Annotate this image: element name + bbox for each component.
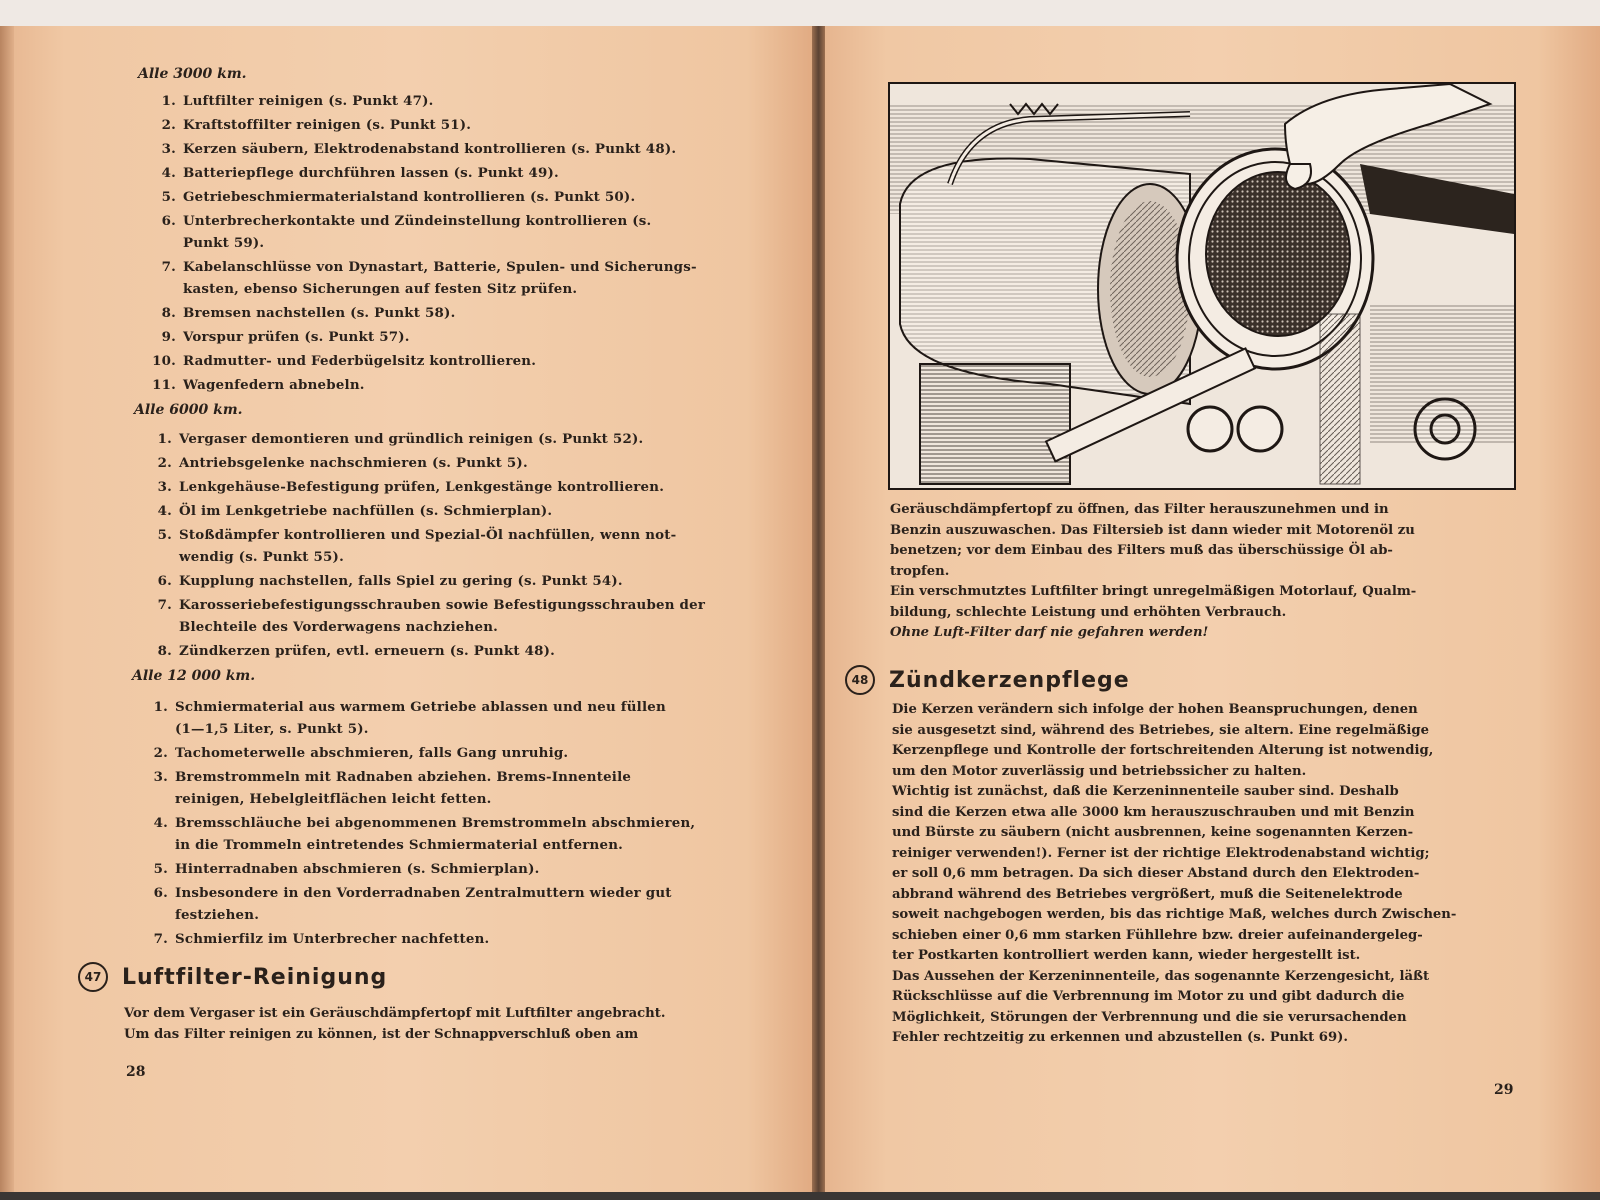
text-line: Antriebsgelenke nachschmieren (s. Punkt 5). [179,455,528,471]
point-47-text [124,1004,744,1045]
text-line: Die Kerzen verändern sich infolge der hohen Beanspruchungen, denen [892,702,1418,717]
list-item [146,452,756,474]
page-number-left: 28 [126,1064,146,1080]
list-item [142,882,752,926]
text-line: Karosseriebefestigungsschrauben sowie Befestigungsschrauben der [179,597,706,613]
heading-6000: Alle 6000 km. [134,402,243,418]
list-item-number: 2. [157,455,172,471]
list-item [150,374,760,396]
text-line: und Bürste zu säubern (nicht ausbrennen, keine sogenannten Kerzen- [892,825,1414,840]
point-47-badge: 47 [78,962,108,992]
text-line: sie ausgesetzt sind, während des Betriebes, sie altern. Eine regelmäßige [892,722,1430,738]
text-line: bildung, schlechte Leistung und erhöhten Verbrauch. [890,604,1287,620]
list-item-number: 7. [153,931,168,947]
list-item [142,742,752,764]
list-item-text [179,500,552,522]
text-line: (1—1,5 Liter, s. Punkt 5). [175,721,369,737]
text-line: schieben einer 0,6 mm starken Fühllehre bzw. dreier aufeinandergeleg- [892,927,1423,943]
text-line: Bremsschläuche bei abgenommenen Bremstrommeln abschmieren, [175,815,696,831]
list-item-text [175,696,666,740]
list-item [150,210,760,254]
list-item-number: 2. [153,745,168,761]
text-line: Vergaser demontieren und gründlich reinigen (s. Punkt 52). [179,431,644,447]
list-item-number: 9. [161,329,176,345]
list-item [146,500,756,522]
text-line: benetzen; vor dem Einbau des Filters muß das überschüssige Öl ab- [890,543,1393,558]
list-item-number: 6. [157,573,172,589]
text-line: Hinterradnaben abschmieren (s. Schmierplan). [175,861,540,877]
list-item-text [183,138,676,160]
list-item-number: 3. [157,479,172,495]
text-line: Um das Filter reinigen zu können, ist der Schnappverschluß oben am [124,1026,639,1042]
list-item-number: 4. [153,815,168,831]
text-line: Bremstrommeln mit Radnaben abziehen. Brems-Innenteile [175,769,632,785]
illustration-drawing [890,84,1514,488]
text-line: wendig (s. Punkt 55). [179,549,344,565]
list-item-number: 7. [157,597,172,613]
list-item-number: 6. [161,213,176,229]
section-48-title [845,665,1130,695]
list-item [142,928,752,950]
text-line: festziehen. [175,907,260,923]
text-line: Lenkgehäuse-Befestigung prüfen, Lenkgestänge kontrollieren. [179,479,665,495]
list-item-text [179,524,676,568]
list-item [146,476,756,498]
list-item-number: 1. [157,431,172,447]
list-item [150,350,760,372]
text-line: um den Motor zuverlässig und betriebssicher zu halten. [892,763,1307,779]
list-item [146,428,756,450]
text-line: ter Postkarten kontrolliert werden kann, wieder hergestellt ist. [892,948,1361,963]
list-item-text [183,256,697,300]
list-item [150,256,760,300]
text-line: Möglichkeit, Störungen der Verbrennung und die sie verursachenden [892,1009,1407,1025]
list-item [146,640,756,662]
text-line: Kerzen säubern, Elektrodenabstand kontrollieren (s. Punkt 48). [183,141,677,157]
text-line: Getriebeschmiermaterialstand kontrollieren (s. Punkt 50). [183,189,636,205]
page-number-right: 29 [1494,1082,1514,1098]
list-item [150,326,760,348]
list-item-number: 6. [153,885,168,901]
list-item [146,524,756,568]
text-line: Das Aussehen der Kerzeninnenteile, das sogenannte Kerzengesicht, läßt [892,968,1430,984]
section-47-heading: Luftfilter-Reinigung [122,964,388,990]
list-item-text [175,858,539,880]
section-47-title [78,962,387,992]
heading-3000: Alle 3000 km. [138,66,247,82]
list-item-text [183,210,651,254]
list-item-text [179,640,555,662]
text-line: Batteriepflege durchführen lassen (s. Punkt 49). [183,165,559,181]
list-item-text [175,742,568,764]
text-line: Wichtig ist zunächst, daß die Kerzeninnenteile sauber sind. Deshalb [892,784,1399,799]
text-line: Kraftstoffilter reinigen (s. Punkt 51). [183,117,472,133]
list-item-text [179,594,705,638]
text-line: er soll 0,6 mm betragen. Da sich dieser Abstand durch den Elektroden- [892,866,1420,881]
list-item-text [183,326,410,348]
text-line: reiniger verwenden!). Ferner ist der richtige Elektrodenabstand wichtig; [892,845,1430,861]
list-item-text [183,90,434,112]
list-item-text [183,374,365,396]
list-item-text [175,882,672,926]
list-item-number: 4. [161,165,176,181]
air-filter-engine-illustration [888,82,1516,490]
text-line: Vorspur prüfen (s. Punkt 57). [183,329,410,345]
text-line: reinigen, Hebelgleitflächen leicht fetten. [175,791,492,807]
list-item-text [179,476,664,498]
text-line: Stoßdämpfer kontrollieren und Spezial-Öl nachfüllen, wenn not- [179,527,677,543]
list-item-number: 5. [157,527,172,543]
list-item [150,186,760,208]
left-page-edge [0,26,14,1192]
text-line: in die Trommeln eintretendes Schmiermaterial entfernen. [175,837,623,853]
warning-text: Ohne Luft-Filter darf nie gefahren werden! [890,625,1209,640]
list-item [150,90,760,112]
text-line: Geräuschdämpfertopf zu öffnen, das Filter herauszunehmen und in [890,502,1389,517]
text-line: Radmutter- und Federbügelsitz kontrollieren. [183,353,537,369]
list-item [146,594,756,638]
text-line: sind die Kerzen etwa alle 3000 km herauszuschrauben und mit Benzin [892,804,1415,820]
list-item-text [175,766,631,810]
list-item-text [183,162,559,184]
text-line: Blechteile des Vorderwagens nachziehen. [179,619,499,635]
text-line: Ein verschmutztes Luftfilter bringt unregelmäßigen Motorlauf, Qualm- [890,584,1417,599]
text-line: Tachometerwelle abschmieren, falls Gang unruhig. [175,745,569,761]
top-background-strip [0,0,1600,28]
point-48-text [892,700,1514,1049]
text-line: Benzin auszuwaschen. Das Filtersieb ist dann wieder mit Motorenöl zu [890,522,1415,538]
text-line: Wagenfedern abnebeln. [183,377,365,393]
text-line: Rückschlüsse auf die Verbrennung im Motor zu und gibt dadurch die [892,989,1405,1004]
list-item [142,696,752,740]
list-item-number: 4. [157,503,172,519]
list-item [142,812,752,856]
text-line: soweit nachgebogen werden, bis das richtige Maß, welches durch Zwischen- [892,907,1457,922]
list-item-number: 8. [161,305,176,321]
text-line: Kerzenpflege und Kontrolle der fortschreitenden Alterung ist notwendig, [892,743,1434,758]
text-line: Bremsen nachstellen (s. Punkt 58). [183,305,456,321]
text-line: Unterbrecherkontakte und Zündeinstellung kontrollieren (s. [183,213,652,229]
list-item-number: 7. [161,259,176,275]
text-line: Insbesondere in den Vorderradnaben Zentralmuttern wieder gut [175,885,672,901]
list-item [150,114,760,136]
text-line: Fehler rechtzeitig zu erkennen und abzustellen (s. Punkt 69). [892,1030,1348,1045]
list-item-number: 5. [153,861,168,877]
text-line: Schmiermaterial aus warmem Getriebe ablassen und neu füllen [175,699,666,715]
list-item [142,858,752,880]
list-item-number: 10. [152,353,176,369]
list-item-text [175,812,695,856]
text-line: Öl im Lenkgetriebe nachfüllen (s. Schmierplan). [179,503,553,519]
para-filter-cleaning [890,500,1514,644]
list-item-number: 5. [161,189,176,205]
text-line: tropfen. [890,563,950,579]
list-item-text [183,350,536,372]
list-item-text [179,452,528,474]
list-item-text [183,186,635,208]
text-line: Zündkerzen prüfen, evtl. erneuern (s. Punkt 48). [179,643,556,659]
text-line: Punkt 59). [183,235,265,251]
text-line: abbrand während des Betriebes vergrößert, muß die Seitenelektrode [892,886,1403,902]
heading-12000: Alle 12 000 km. [132,668,256,684]
list-item-text [175,928,489,950]
list-item [142,766,752,810]
list-item-text [183,114,471,136]
list-item-number: 3. [153,769,168,785]
list-item-number: 3. [161,141,176,157]
section-48-heading: Zündkerzenpflege [889,667,1130,693]
point-48-badge: 48 [845,665,875,695]
list-item-number: 1. [161,93,176,109]
text-line: Schmierfilz im Unterbrecher nachfetten. [175,931,490,947]
list-item-text [179,428,643,450]
list-item-number: 1. [153,699,168,715]
text-line: kasten, ebenso Sicherungen auf festen Sitz prüfen. [183,281,578,297]
book-gutter [812,26,825,1192]
text-line: Kupplung nachstellen, falls Spiel zu gering (s. Punkt 54). [179,573,623,589]
text-line: Luftfilter reinigen (s. Punkt 47). [183,93,434,109]
list-item-number: 11. [152,377,176,393]
list-item [150,302,760,324]
list-item [146,570,756,592]
list-item [150,138,760,160]
list-item-number: 2. [161,117,176,133]
list-item-text [179,570,623,592]
list-item [150,162,760,184]
text-line: Kabelanschlüsse von Dynastart, Batterie, Spulen- und Sicherungs- [183,259,697,275]
list-item-text [183,302,455,324]
list-item-number: 8. [157,643,172,659]
text-line: Vor dem Vergaser ist ein Geräuschdämpfertopf mit Luftfilter angebracht. [124,1006,666,1021]
